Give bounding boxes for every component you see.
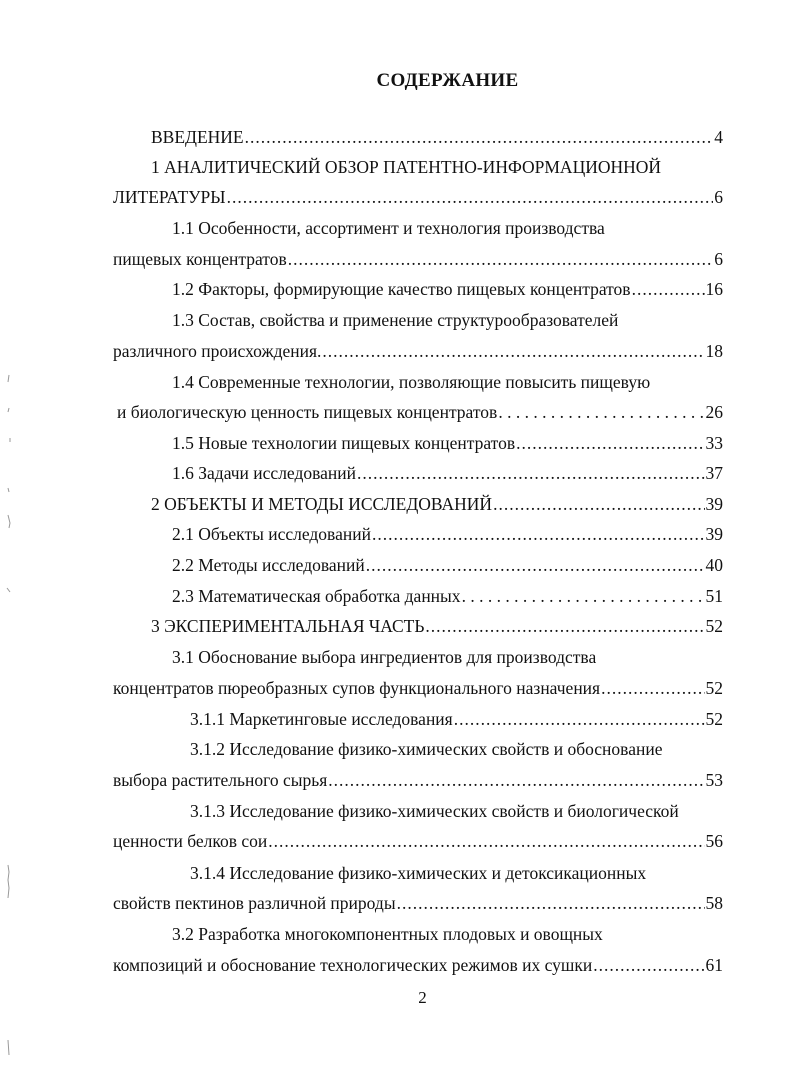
dot-leader bbox=[454, 707, 705, 731]
toc-page-number: 33 bbox=[705, 433, 723, 453]
scan-speck bbox=[8, 488, 9, 492]
dot-leader bbox=[366, 553, 705, 577]
scan-speck bbox=[8, 1040, 9, 1055]
toc-entry-2-1[interactable] bbox=[172, 522, 723, 546]
dot-leader bbox=[322, 339, 704, 363]
toc-page-number: 52 bbox=[705, 678, 723, 698]
dot-leader bbox=[245, 125, 714, 149]
toc-entry-3-2[interactable] bbox=[113, 953, 723, 977]
toc-entry-text: ВВЕДЕНИЕ bbox=[151, 127, 244, 147]
dot-leader bbox=[268, 829, 704, 853]
toc-entry-text: пищевых концентратов bbox=[113, 249, 287, 269]
toc-page-number: 53 bbox=[705, 770, 723, 790]
toc-entry-introduction[interactable] bbox=[151, 125, 723, 149]
toc-entry-3-1-line1[interactable]: 3.1 Обоснование выбора ингредиентов для производства bbox=[172, 647, 597, 667]
toc-entry-text: ценности белков сои bbox=[113, 831, 268, 851]
dot-leader bbox=[601, 676, 704, 700]
toc-entry-3-1-4[interactable] bbox=[113, 891, 723, 915]
toc-entry-text: выбора растительного сырья bbox=[113, 770, 328, 790]
dot-leader bbox=[593, 953, 704, 977]
toc-entry-3-1-3[interactable] bbox=[113, 829, 723, 853]
dot-leader bbox=[357, 461, 704, 485]
dot-leader bbox=[425, 614, 704, 638]
toc-entry-text: свойств пектинов различной природы bbox=[113, 893, 396, 913]
scan-speck bbox=[8, 375, 9, 382]
toc-entry-text: композиций и обоснование технологических режимов их сушки bbox=[113, 955, 593, 975]
toc-entry-3-1-2-line1[interactable]: 3.1.2 Исследование физико-химических свойств и обоснование bbox=[190, 739, 663, 759]
toc-entry-3-2-line1[interactable]: 3.2 Разработка многокомпонентных плодовых и овощных bbox=[172, 924, 603, 944]
toc-page-number: 26 bbox=[705, 402, 723, 422]
toc-entry-chapter1-line1[interactable]: 1 АНАЛИТИЧЕСКИЙ ОБЗОР ПАТЕНТНО-ИНФОРМАЦИОННОЙ bbox=[151, 157, 662, 177]
toc-entry-1-1[interactable] bbox=[113, 247, 723, 271]
toc-entry-text: 2.2 Методы исследований bbox=[172, 555, 365, 575]
toc-entry-text: 1.2 Факторы, формирующие качество пищевых концентратов bbox=[172, 279, 631, 299]
toc-entry-1-2[interactable] bbox=[172, 277, 723, 301]
toc-entry-3-1-4-line1[interactable]: 3.1.4 Исследование физико-химических и детоксикационных bbox=[190, 863, 647, 883]
dot-leader bbox=[288, 247, 714, 271]
toc-entry-3-1[interactable] bbox=[113, 676, 723, 700]
page-number: 2 bbox=[418, 988, 427, 1007]
page-title: СОДЕРЖАНИЕ bbox=[376, 70, 519, 91]
toc-page-number: 6 bbox=[714, 187, 723, 207]
dot-leader bbox=[516, 431, 704, 455]
toc-entry-text: 2 ОБЪЕКТЫ И МЕТОДЫ ИССЛЕДОВАНИЙ bbox=[151, 494, 493, 514]
toc-entry-text: 1.6 Задачи исследований bbox=[172, 463, 357, 483]
toc-page-number: 4 bbox=[714, 127, 723, 147]
dot-leader bbox=[493, 492, 704, 516]
toc-entry-text: ЛИТЕРАТУРЫ bbox=[113, 187, 226, 207]
toc-page-number: 56 bbox=[705, 831, 723, 851]
toc-entry-1-4[interactable] bbox=[117, 400, 723, 424]
toc-entry-2-2[interactable] bbox=[172, 553, 723, 577]
scan-artifacts bbox=[0, 360, 20, 1060]
toc-entry-text: и биологическую ценность пищевых концентратов bbox=[117, 402, 498, 422]
toc-entry-chapter3[interactable] bbox=[151, 614, 723, 638]
toc-entry-1-5[interactable] bbox=[172, 431, 723, 455]
toc-entry-text: концентратов пюреобразных супов функционального назначения bbox=[113, 678, 601, 698]
toc-entry-text: различного происхождения. bbox=[113, 341, 322, 361]
toc-page-number: 39 bbox=[705, 524, 723, 544]
scan-speck bbox=[8, 865, 9, 898]
dot-leader bbox=[632, 277, 705, 301]
toc-page-number: 37 bbox=[705, 463, 723, 483]
toc-entry-3-1-3-line1[interactable]: 3.1.3 Исследование физико-химических свойств и биологической bbox=[190, 801, 679, 821]
toc-entry-1-3-line1[interactable]: 1.3 Состав, свойства и применение структурообразователей bbox=[172, 310, 619, 330]
scan-speck bbox=[8, 408, 9, 412]
toc-page-number: 18 bbox=[705, 341, 723, 361]
toc-entry-text: 2.3 Математическая обработка данных bbox=[172, 586, 461, 606]
toc-page-number: 39 bbox=[705, 494, 723, 514]
toc-page-number: 52 bbox=[705, 616, 723, 636]
toc-entry-1-3[interactable] bbox=[113, 339, 723, 363]
toc-entry-text: 3 ЭКСПЕРИМЕНТАЛЬНАЯ ЧАСТЬ bbox=[151, 616, 425, 636]
toc-entry-1-1-line1[interactable]: 1.1 Особенности, ассортимент и технология производства bbox=[172, 218, 605, 238]
dot-leader bbox=[372, 522, 705, 546]
toc-page-number: 16 bbox=[705, 279, 723, 299]
scan-speck bbox=[8, 515, 10, 528]
dot-leader bbox=[498, 400, 704, 424]
toc-entry-text: 1.5 Новые технологии пищевых концентратов bbox=[172, 433, 516, 453]
toc-entry-chapter2[interactable] bbox=[151, 492, 723, 516]
toc-entry-2-3[interactable] bbox=[172, 584, 723, 608]
toc-entry-1-4-line1[interactable]: 1.4 Современные технологии, позволяющие повысить пищевую bbox=[172, 372, 651, 392]
toc-page-number: 58 bbox=[705, 893, 723, 913]
dot-leader bbox=[328, 768, 704, 792]
dot-leader bbox=[397, 891, 705, 915]
toc-page-number: 61 bbox=[705, 955, 723, 975]
dot-leader bbox=[227, 185, 714, 209]
toc-page-number: 51 bbox=[705, 586, 723, 606]
toc-page-number: 6 bbox=[714, 249, 723, 269]
dot-leader bbox=[462, 584, 705, 608]
toc-entry-3-1-1[interactable] bbox=[190, 707, 723, 731]
toc-page-number: 52 bbox=[705, 709, 723, 729]
scan-speck bbox=[7, 588, 10, 592]
toc-entry-1-6[interactable] bbox=[172, 461, 723, 485]
toc-entry-3-1-2[interactable] bbox=[113, 768, 723, 792]
toc-entry-chapter1[interactable] bbox=[113, 185, 723, 209]
toc-page-number: 40 bbox=[705, 555, 723, 575]
toc-entry-text: 2.1 Объекты исследований bbox=[172, 524, 371, 544]
toc-entry-text: 3.1.1 Маркетинговые исследования bbox=[190, 709, 453, 729]
